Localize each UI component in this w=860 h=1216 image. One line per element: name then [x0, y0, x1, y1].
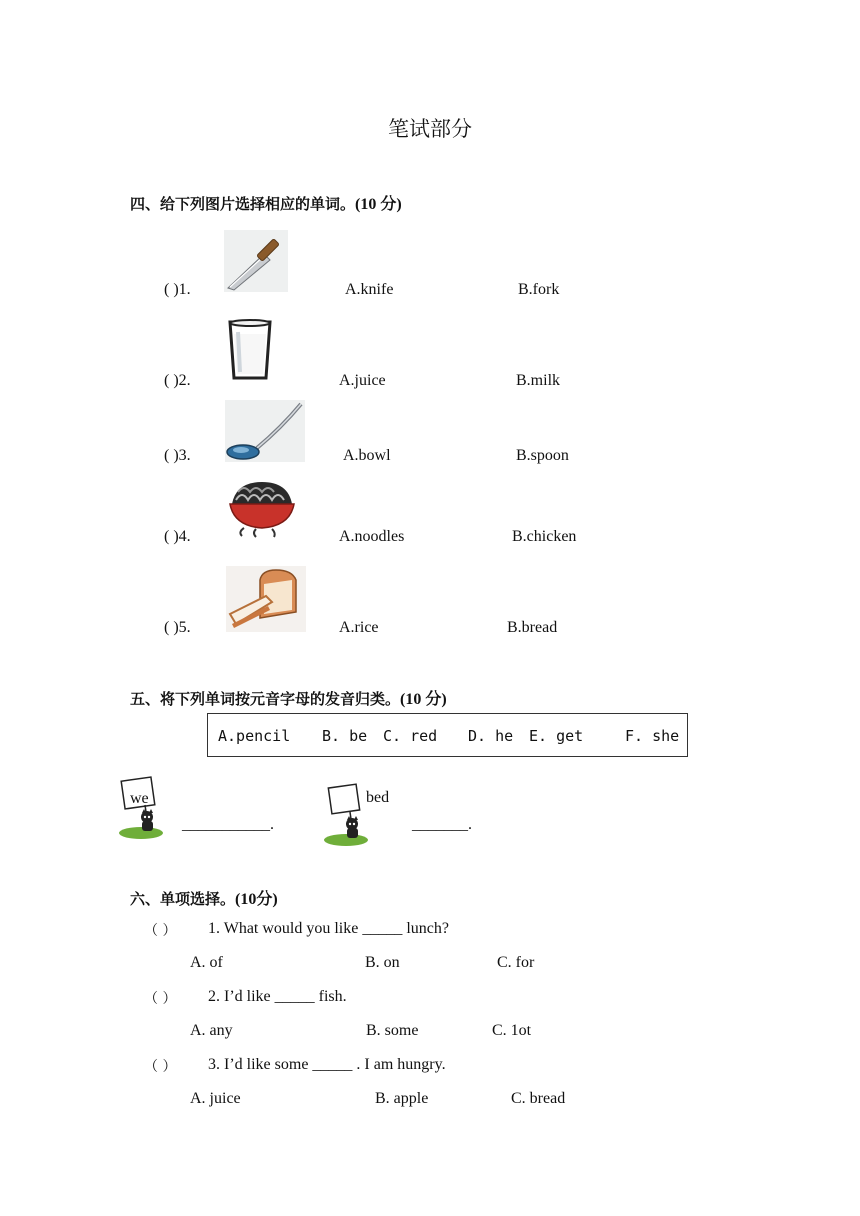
sign-1-answer-blank[interactable]: ___________. [182, 816, 274, 833]
question-4-2-option-a[interactable]: A.juice [339, 372, 386, 389]
question-6-3-paren[interactable]: （ ） [144, 1059, 177, 1075]
question-4-4-option-b[interactable]: B.chicken [512, 528, 577, 545]
question-4-3-number[interactable]: ( )3. [164, 447, 191, 464]
question-4-1-option-b[interactable]: B.fork [518, 281, 560, 298]
question-6-2-option-a[interactable]: A. any [190, 1022, 233, 1039]
question-6-1-option-a[interactable]: A. of [190, 954, 223, 971]
spoon-icon [225, 400, 305, 462]
question-6-2-option-b[interactable]: B. some [366, 1022, 419, 1039]
question-6-3-text: 3. I’d like some _____ . I am hungry. [208, 1056, 446, 1073]
question-6-1-option-b[interactable]: B. on [365, 954, 400, 971]
question-4-3-option-a[interactable]: A.bowl [343, 447, 391, 464]
sign-2-answer-blank[interactable]: _______. [412, 816, 472, 833]
sign-2-word: bed [366, 789, 390, 806]
question-4-4-number[interactable]: ( )4. [164, 528, 191, 545]
noodles-bowl-icon [226, 474, 298, 540]
word-bank-item: C. red [383, 727, 438, 745]
question-4-4-option-a[interactable]: A.noodles [339, 528, 405, 545]
question-6-3-option-a[interactable]: A. juice [190, 1090, 241, 1107]
word-bank-item: D. he [468, 727, 514, 745]
section-6-heading-text: 六、单项选择。 [130, 890, 236, 908]
section-4-heading-text: 四、给下列图片选择相应的单词。 [130, 195, 356, 213]
question-4-2-option-b[interactable]: B.milk [516, 372, 561, 389]
question-6-1-text: 1. What would you like _____ lunch? [208, 920, 449, 937]
question-6-1-paren[interactable]: （ ） [144, 923, 177, 939]
question-4-3-option-b[interactable]: B.spoon [516, 447, 569, 464]
question-6-2-paren[interactable]: （ ） [144, 991, 177, 1007]
glass-of-milk-icon [226, 318, 274, 382]
bread-icon [226, 566, 306, 632]
question-4-1-number[interactable]: ( )1. [164, 281, 191, 298]
section-5-heading-text: 五、将下列单词按元音字母的发音归类。 [130, 690, 401, 708]
cat-holding-sign-icon [322, 782, 372, 848]
question-4-5-option-a[interactable]: A.rice [339, 619, 379, 636]
cat-holding-sign-icon [117, 775, 167, 841]
section-4-score: (10 分) [355, 196, 402, 213]
word-bank-item: A.pencil [218, 727, 291, 745]
question-4-5-option-b[interactable]: B.bread [507, 619, 558, 636]
sign-1-word: we [130, 790, 149, 807]
section-5-score: (10 分) [400, 691, 447, 708]
question-4-5-number[interactable]: ( )5. [164, 619, 191, 636]
question-6-1-option-c[interactable]: C. for [497, 954, 535, 971]
question-4-2-number[interactable]: ( )2. [164, 372, 191, 389]
question-4-1-option-a[interactable]: A.knife [345, 281, 394, 298]
question-6-3-option-b[interactable]: B. apple [375, 1090, 429, 1107]
section-6-score: (10分) [235, 891, 278, 908]
question-6-2-text: 2. I’d like _____ fish. [208, 988, 347, 1005]
word-bank-item: F. she [625, 727, 680, 745]
word-bank-box [207, 713, 688, 757]
question-6-2-option-c[interactable]: C. 1ot [492, 1022, 532, 1039]
word-bank-item: B. be [322, 727, 368, 745]
page-title: 笔试部分 [388, 117, 472, 141]
word-bank-item: E. get [529, 727, 584, 745]
section-4-heading [130, 191, 402, 214]
section-5-heading [130, 686, 447, 709]
knife-icon [224, 230, 288, 292]
question-6-3-option-c[interactable]: C. bread [511, 1090, 566, 1107]
section-6-heading [130, 886, 278, 909]
